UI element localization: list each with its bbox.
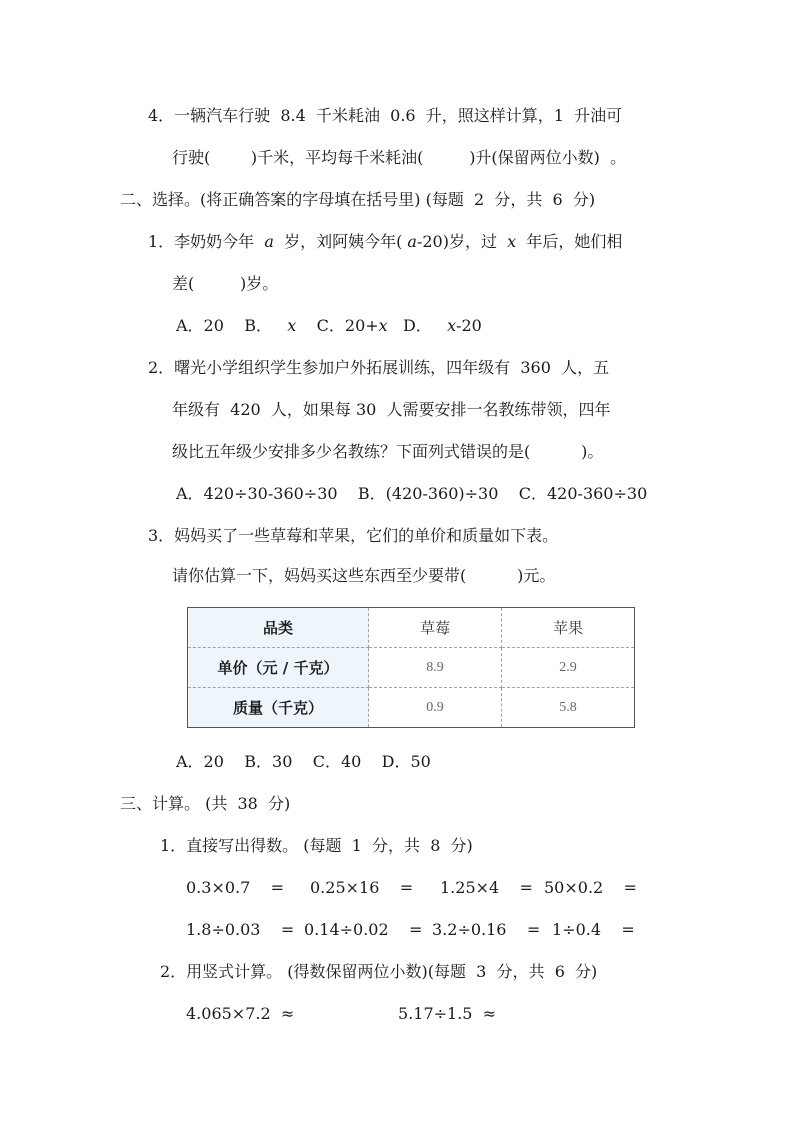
option-text: C．20+ xyxy=(296,316,379,335)
section-2-title: 二、选择。(将正确答案的字母填在括号里) (每题 2 分，共 6 分) xyxy=(120,190,596,209)
cell-apple-price: 2.9 xyxy=(502,648,635,688)
row-label-unit-price: 单价（元 / 千克） xyxy=(188,648,369,688)
table-row xyxy=(188,648,635,688)
table-row xyxy=(188,608,635,648)
cell-strawberry-price: 8.9 xyxy=(369,648,502,688)
variable-a: a xyxy=(407,232,417,251)
question-4-line-1: 4．一辆汽车行驶 8.4 千米耗油 0.6 升，照这样计算，1 升油可 xyxy=(148,106,623,125)
question-2-2-line-3: 级比五年级少安排多少名教练？下面列式错误的是( )。 xyxy=(172,442,604,461)
question-2-2-line-2: 年级有 420 人，如果每 30 人需要安排一名教练带领，四年 xyxy=(172,400,611,419)
question-2-2-line-1: 2．曙光小学组织学生参加户外拓展训练，四年级有 360 人，五 xyxy=(148,358,610,377)
calc-item: 3.2÷0.16 = xyxy=(432,920,541,939)
calc-item: 0.14÷0.02 = xyxy=(304,920,423,939)
price-table xyxy=(187,607,635,728)
variable-x: x xyxy=(378,316,388,335)
table-row xyxy=(188,688,635,728)
question-2-1-line-1 xyxy=(148,232,622,252)
text-part: -20)岁，过 xyxy=(416,232,508,251)
calc-item: 1.25×4 = xyxy=(440,878,533,897)
section-3-2-title: 2．用竖式计算。 (得数保留两位小数)(每题 3 分，共 6 分) xyxy=(160,962,598,981)
variable-x: x xyxy=(447,316,457,335)
question-2-2-options: A．420÷30-360÷30 B．(420-360)÷30 C．420-360÷30 xyxy=(176,484,648,503)
question-2-3-line-1: 3．妈妈买了一些草莓和苹果，它们的单价和质量如下表。 xyxy=(148,526,559,545)
question-2-3-options: A．20 B．30 C．40 D．50 xyxy=(176,752,431,771)
text-part: 岁，刘阿姨今年( xyxy=(273,232,408,251)
calc-item: 1÷0.4 = xyxy=(552,920,635,939)
table-header-category: 品类 xyxy=(188,608,369,648)
cell-strawberry-weight: 0.9 xyxy=(369,688,502,728)
variable-x: x xyxy=(287,316,297,335)
option-text: D． xyxy=(387,316,448,335)
question-2-1-line-2: 差( )岁。 xyxy=(172,274,279,293)
text-part: 1．李奶奶今年 xyxy=(148,232,265,251)
table-header-strawberry: 草莓 xyxy=(369,608,502,648)
calc-item: 5.17÷1.5 ≈ xyxy=(398,1004,497,1023)
table-header-apple: 苹果 xyxy=(502,608,635,648)
variable-x: x xyxy=(507,232,517,251)
calc-item: 1.8÷0.03 = xyxy=(186,920,295,939)
question-2-1-options xyxy=(176,316,482,336)
text-part: 年后，她们相 xyxy=(516,232,623,251)
calc-item: 50×0.2 = xyxy=(544,878,637,897)
option-text: -20 xyxy=(456,316,482,335)
calc-item: 4.065×7.2 ≈ xyxy=(186,1004,295,1023)
cell-apple-weight: 5.8 xyxy=(559,699,577,715)
section-3-title: 三、计算。 (共 38 分) xyxy=(120,794,291,813)
question-2-3-line-2: 请你估算一下，妈妈买这些东西至少要带( )元。 xyxy=(172,566,556,585)
question-4-line-2: 行驶( )千米，平均每千米耗油( )升(保留两位小数) 。 xyxy=(172,148,627,167)
row-label-weight: 质量（千克） xyxy=(188,688,369,728)
calc-item: 0.25×16 = xyxy=(310,878,414,897)
option-text: A．20 B． xyxy=(176,316,288,335)
variable-a: a xyxy=(264,232,274,251)
calc-item: 0.3×0.7 = xyxy=(186,878,285,897)
section-3-1-title: 1．直接写出得数。 (每题 1 分，共 8 分) xyxy=(160,836,473,855)
